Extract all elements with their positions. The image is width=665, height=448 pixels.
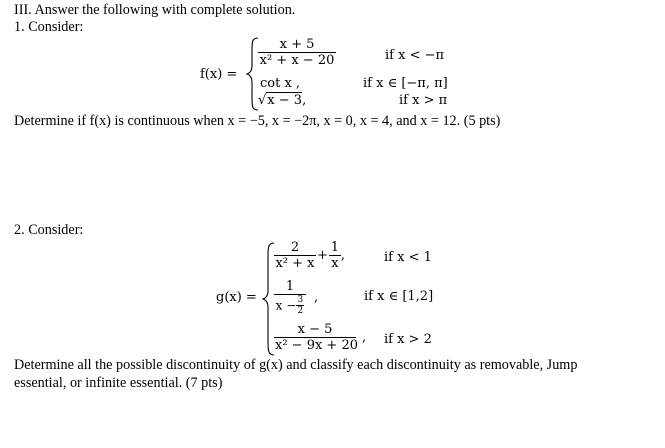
g-case2-denominator-lead: x − (275, 298, 297, 313)
g-case2-denominator (274, 294, 306, 316)
f-case3-radicand: x − 3 (267, 93, 303, 108)
g-case1-numerator-b: 1 (330, 240, 340, 255)
g-function-name: g(x) = (216, 290, 257, 305)
g-case1-denominator-a: x² + x (275, 256, 315, 271)
f-case1-condition: if x < −π (385, 48, 445, 63)
f-case3-condition: if x > π (399, 93, 448, 108)
section-heading: III. Answer the following with complete solution. (14, 2, 296, 18)
g-case3-numerator: x − 5 (297, 322, 333, 337)
f-case3-expression (258, 93, 306, 108)
g-case3-comma: , (362, 330, 367, 345)
g-case3-expression (274, 322, 366, 353)
problem-1-label: 1. Consider: (14, 19, 84, 35)
g-case2-expression (274, 279, 318, 316)
f-case1-denominator: x² + x − 20 (259, 53, 335, 68)
g-case1-comma: , (340, 248, 346, 263)
g-case2-subfraction-denominator: 2 (297, 306, 304, 316)
g-case1-denominator-b: x (329, 255, 341, 271)
f-case2-expression: cot x , (260, 76, 301, 91)
g-case3-condition: if x > 2 (384, 332, 432, 347)
g-case1-numerator-a: 2 (290, 240, 300, 255)
f-function-name: f(x) = (200, 67, 238, 82)
f-case1-numerator: x + 5 (279, 37, 315, 52)
f-case2-condition: if x ∈ [−π, π] (363, 76, 448, 91)
sqrt-icon: √ (258, 93, 267, 108)
problem-2-label: 2. Consider: (14, 222, 84, 238)
f-case3-comma: , (302, 93, 307, 108)
f-case1-fraction (258, 37, 336, 68)
g-case1-plus: + (317, 248, 328, 263)
g-case2-condition: if x ∈ [1,2] (364, 289, 434, 304)
g-case1-expression (274, 240, 345, 271)
g-case2-numerator: 1 (285, 279, 295, 294)
g-case1-condition: if x < 1 (384, 250, 432, 265)
g-case2-comma: , (314, 290, 319, 305)
g-case2-subfraction-numerator: 3 (297, 295, 304, 305)
problem-2-question-line-2: essential, or infinite essential. (7 pts) (14, 375, 223, 391)
g-case3-denominator: x² − 9x + 20 (275, 338, 359, 353)
problem-1-question: Determine if f(x) is continuous when x = −5, x = −2π, x = 0, x = 4, and x = 12. (5 pts) (14, 113, 501, 129)
problem-2-question-line-1: Determine all the possible discontinuity of g(x) and classify each discontinuity as removable, Jump (14, 357, 578, 373)
